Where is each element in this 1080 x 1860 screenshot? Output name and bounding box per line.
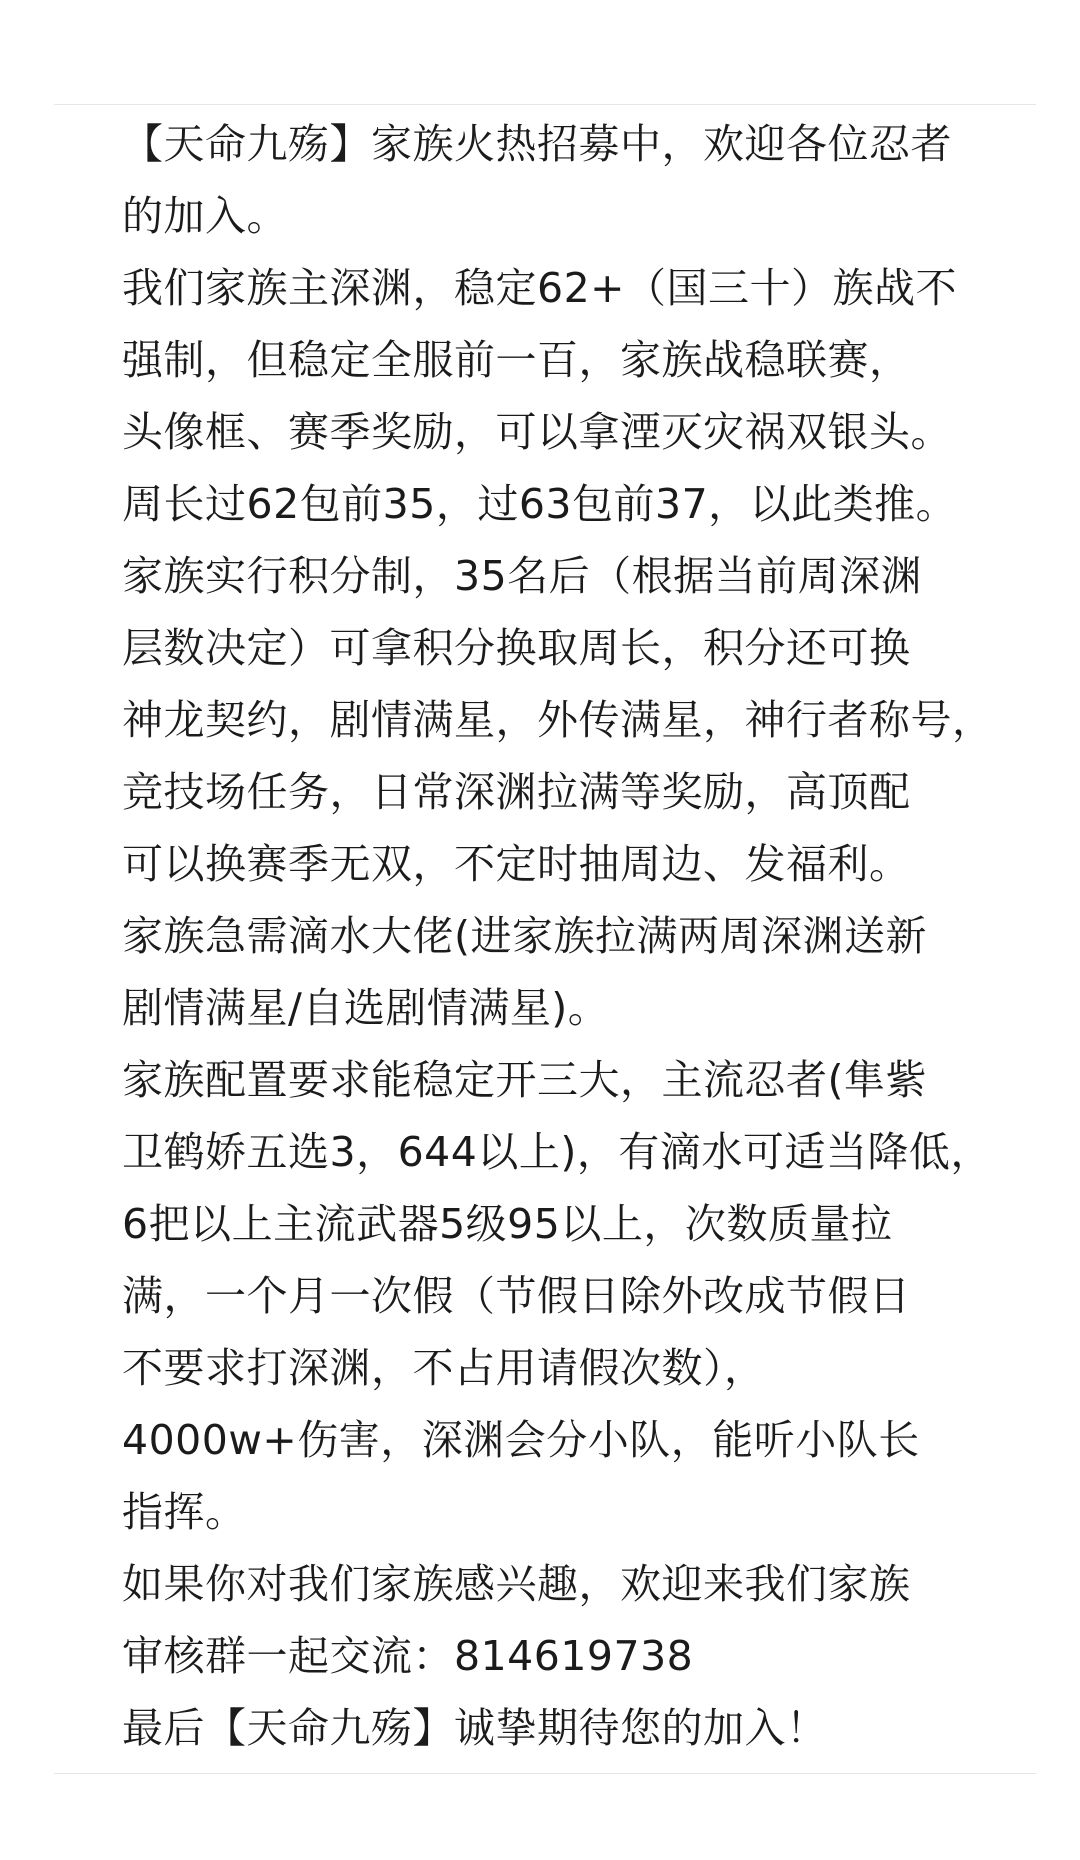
post-line: 头像框、赛季奖励，可以拿湮灭灾祸双银头。: [122, 408, 952, 456]
post-line: 家族实行积分制，35名后（根据当前周深渊: [122, 552, 923, 600]
post-line: 【天命九殇】家族火热招募中，欢迎各位忍者: [122, 120, 952, 168]
post-line: 可以换赛季无双，不定时抽周边、发福利。: [122, 840, 911, 888]
post-line: 周长过62包前35，过63包前37，以此类推。: [122, 480, 958, 528]
post-line: 神龙契约，剧情满星，外传满星，神行者称号，: [122, 696, 994, 744]
post-line: 剧情满星/自选剧情满星)。: [122, 984, 610, 1032]
post-line-qq-group: 审核群一起交流：814619738: [122, 1632, 694, 1680]
post-line: 卫鹤娇五选3，644以上)，有滴水可适当降低，: [122, 1128, 992, 1176]
post-line: 指挥。: [122, 1488, 247, 1536]
post-line: 家族急需滴水大佬(进家族拉满两周深渊送新: [122, 912, 927, 960]
post-line: 满，一个月一次假（节假日除外改成节假日: [122, 1272, 911, 1320]
post-line: 的加入。: [122, 192, 288, 240]
post-line: 家族配置要求能稳定开三大，主流忍者(隼紫: [122, 1056, 927, 1104]
post-line: 6把以上主流武器5级95以上，次数质量拉: [122, 1200, 893, 1248]
post-line: 4000w+伤害，深渊会分小队，能听小队长: [122, 1416, 920, 1464]
post-line: 层数决定）可拿积分换取周长，积分还可换: [122, 624, 911, 672]
post-line: 最后【天命九殇】诚挚期待您的加入！: [122, 1704, 828, 1752]
post-line: 我们家族主深渊，稳定62+（国三十）族战不: [122, 264, 958, 312]
top-divider: [54, 104, 1036, 105]
post-line: 强制，但稳定全服前一百，家族战稳联赛，: [122, 336, 911, 384]
bottom-divider: [54, 1773, 1036, 1774]
post-line: 如果你对我们家族感兴趣，欢迎来我们家族: [122, 1560, 911, 1608]
recruitment-post-body: [122, 108, 1002, 1764]
post-line: 不要求打深渊，不占用请假次数），: [122, 1344, 766, 1392]
post-line: 竞技场任务，日常深渊拉满等奖励，高顶配: [122, 768, 911, 816]
